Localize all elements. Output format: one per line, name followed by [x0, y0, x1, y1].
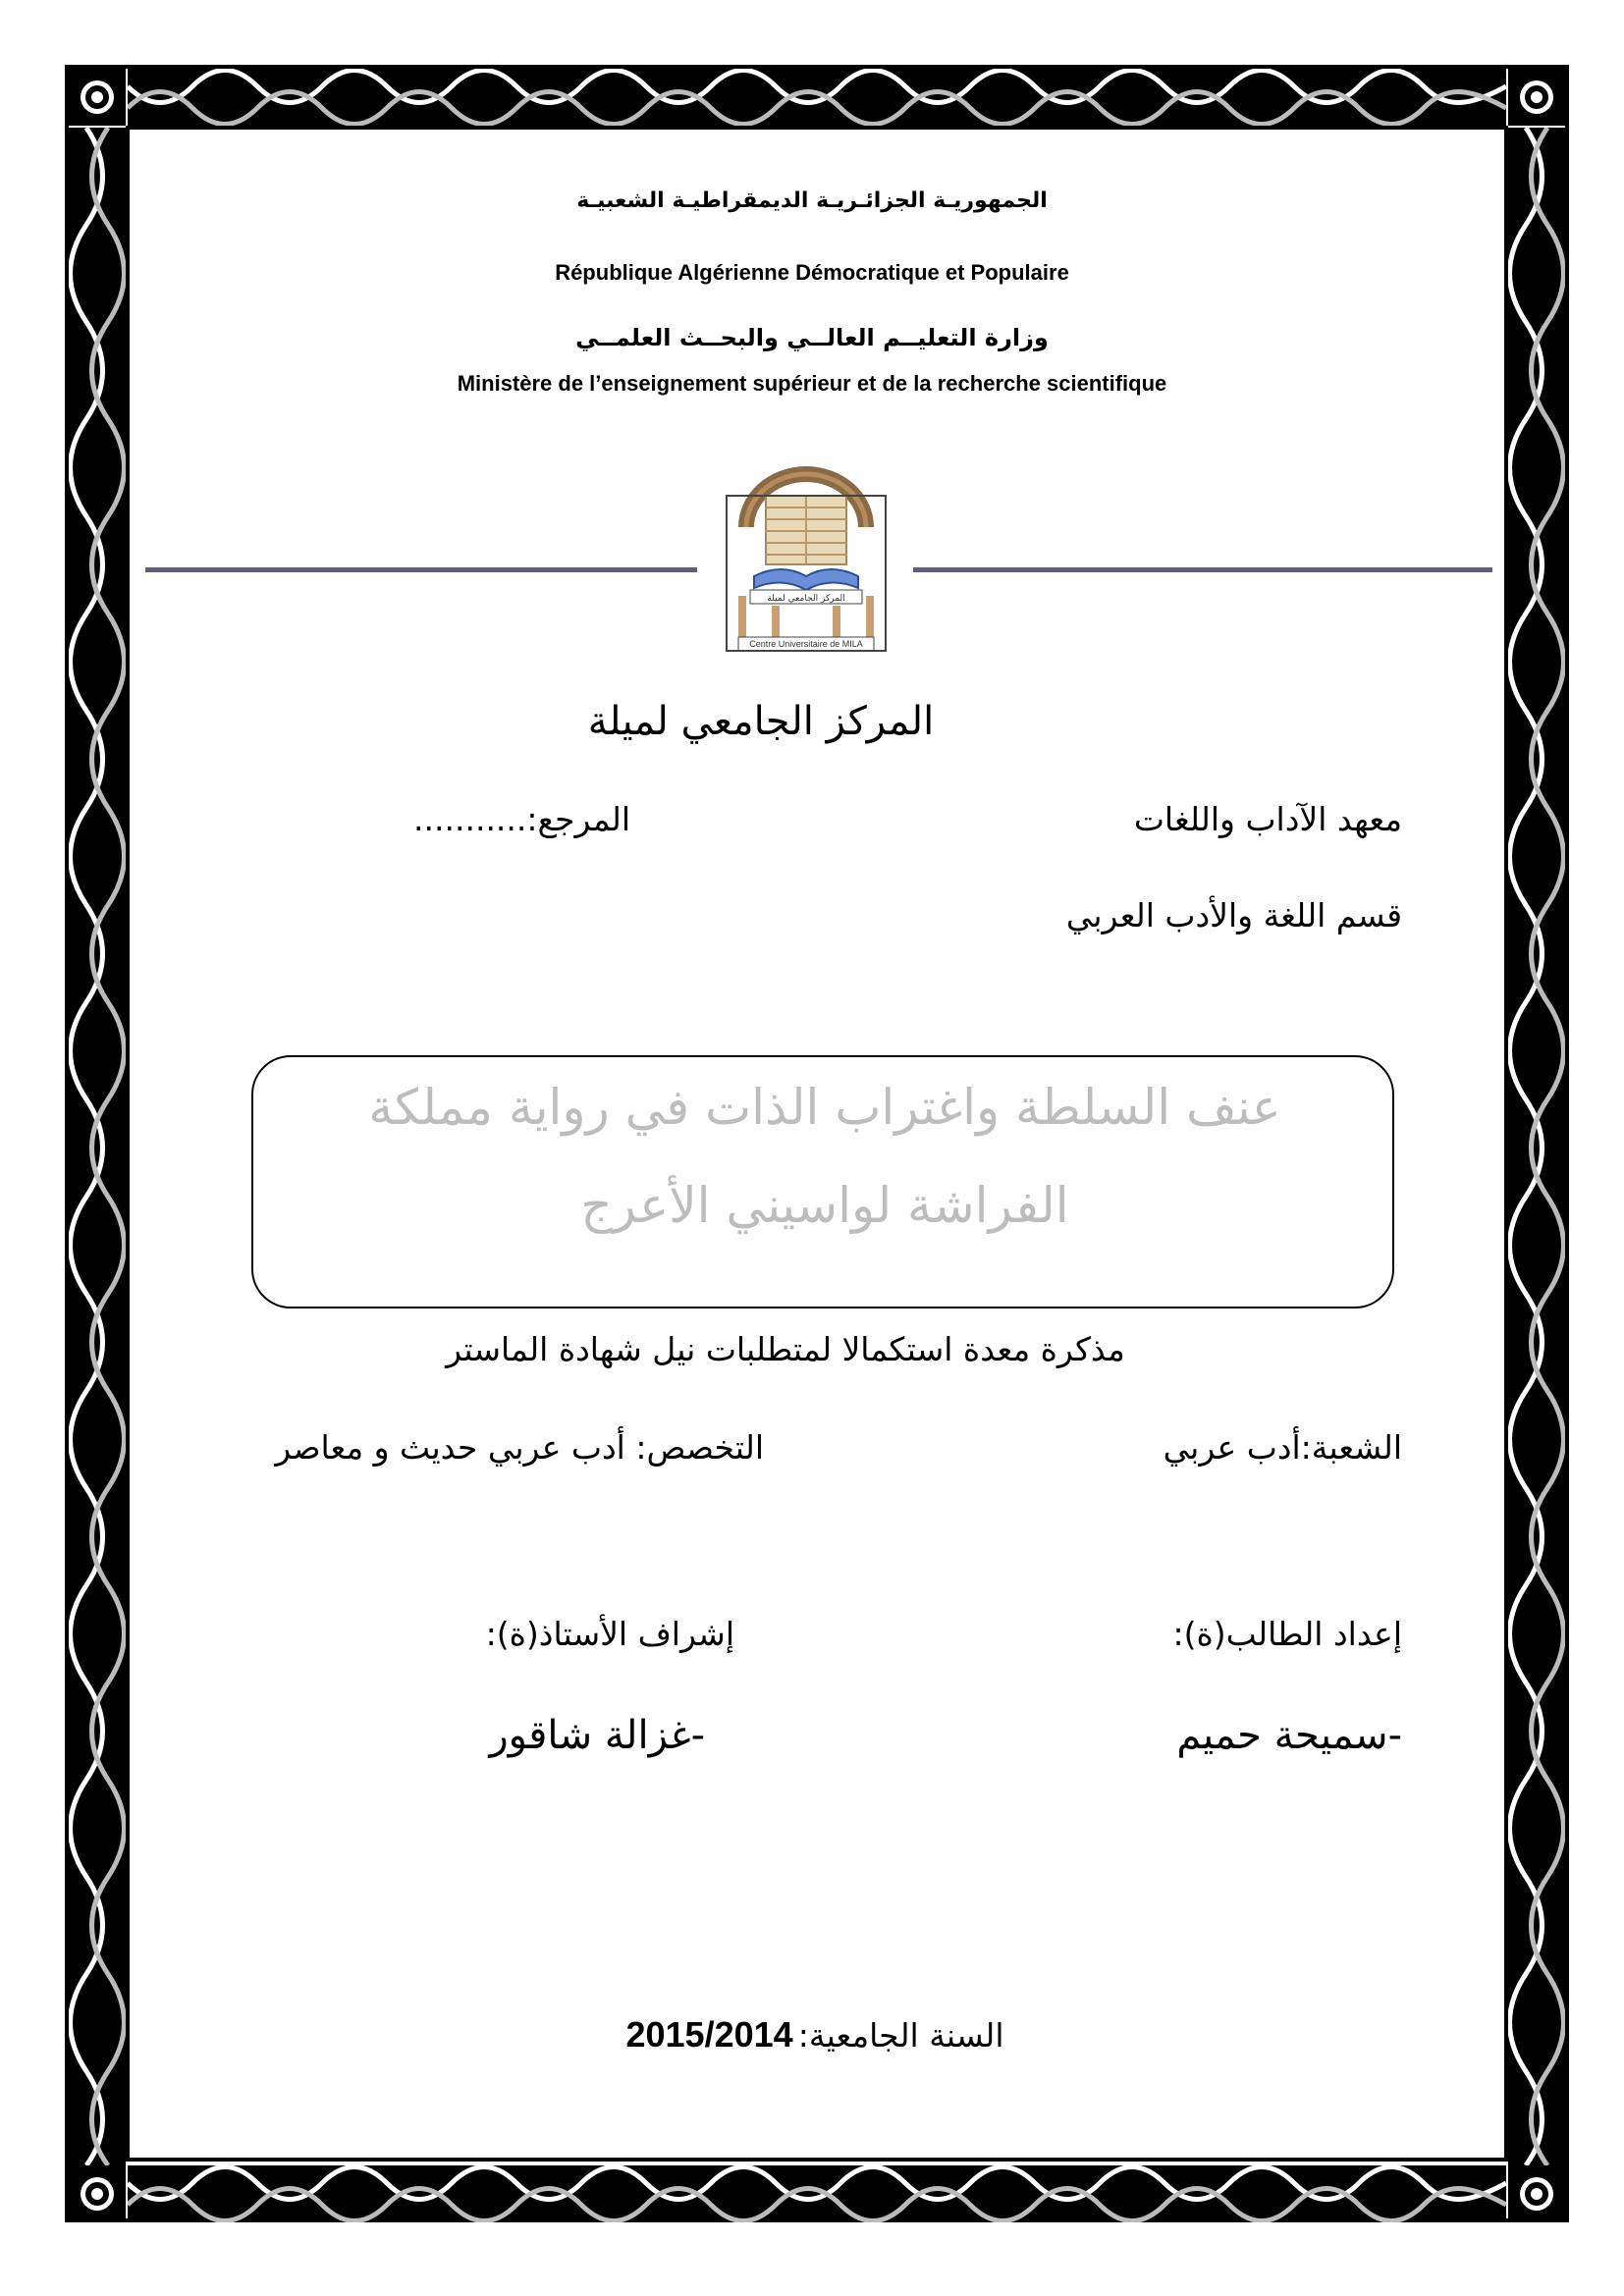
decorative-border-bottom [128, 2165, 1506, 2222]
corner-ornament-icon [69, 69, 126, 126]
student-name: -سميحة حميم [1176, 1713, 1402, 1758]
header-divider-left [145, 567, 697, 572]
supervisor-label: إشراف الأستاذ(ة): [485, 1615, 734, 1653]
logo-caption-french: Centre Universitaire de MILA [749, 639, 863, 649]
ministry-name-french: Ministère de l’enseignement supérieur et de la recherche scientifique [457, 371, 1167, 396]
specialty-field: التخصص: أدب عربي حديث و معاصر [275, 1428, 764, 1467]
ministry-name-arabic: وزارة التعليــم العالــي والبحــث العلمــي [575, 324, 1049, 351]
republic-name-arabic: الجمهوريـة الجزائـريـة الديمقراطيـة الشعبيـة [576, 188, 1048, 213]
institute-name: معهد الآداب واللغات [1133, 800, 1402, 838]
corner-ornament-icon [1508, 2165, 1565, 2222]
department-name: قسم اللغة والأدب العربي [1065, 896, 1402, 934]
branch-field: الشعبة:أدب عربي [1163, 1428, 1402, 1467]
corner-ornament-icon [1508, 69, 1565, 126]
academic-year [393, 2014, 1237, 2056]
logo-caption-arabic: المركز الجامعي لميلة [767, 594, 845, 604]
university-logo [725, 466, 888, 653]
decorative-border-top [128, 69, 1506, 126]
supervisor-name: -غزالة شاقور [489, 1713, 705, 1758]
academic-year-label: السنة الجامعية: [797, 2016, 1004, 2055]
decorative-border-right [1508, 128, 1565, 2165]
student-label: إعداد الطالب(ة): [1172, 1615, 1402, 1653]
thesis-subtitle: مذكرة معدة استكمالا لمتطلبات نيل شهادة الماستر [446, 1330, 1125, 1368]
republic-name-french: République Algérienne Démocratique et Populaire [555, 260, 1069, 285]
academic-year-value: 2015/2014 [625, 2014, 793, 2055]
corner-ornament-icon [69, 2165, 126, 2222]
thesis-title-box [251, 1055, 1394, 1308]
institution-name: المركز الجامعي لميلة [587, 699, 935, 744]
header-divider-right [913, 567, 1492, 572]
decorative-border-left [69, 128, 126, 2165]
reference-number: المرجع:........... [413, 800, 630, 838]
thesis-title-line1: عنف السلطة واغتراب الذات في رواية مملكة [368, 1079, 1281, 1136]
thesis-title-line2: الفراشة لواسيني الأعرج [580, 1177, 1069, 1234]
